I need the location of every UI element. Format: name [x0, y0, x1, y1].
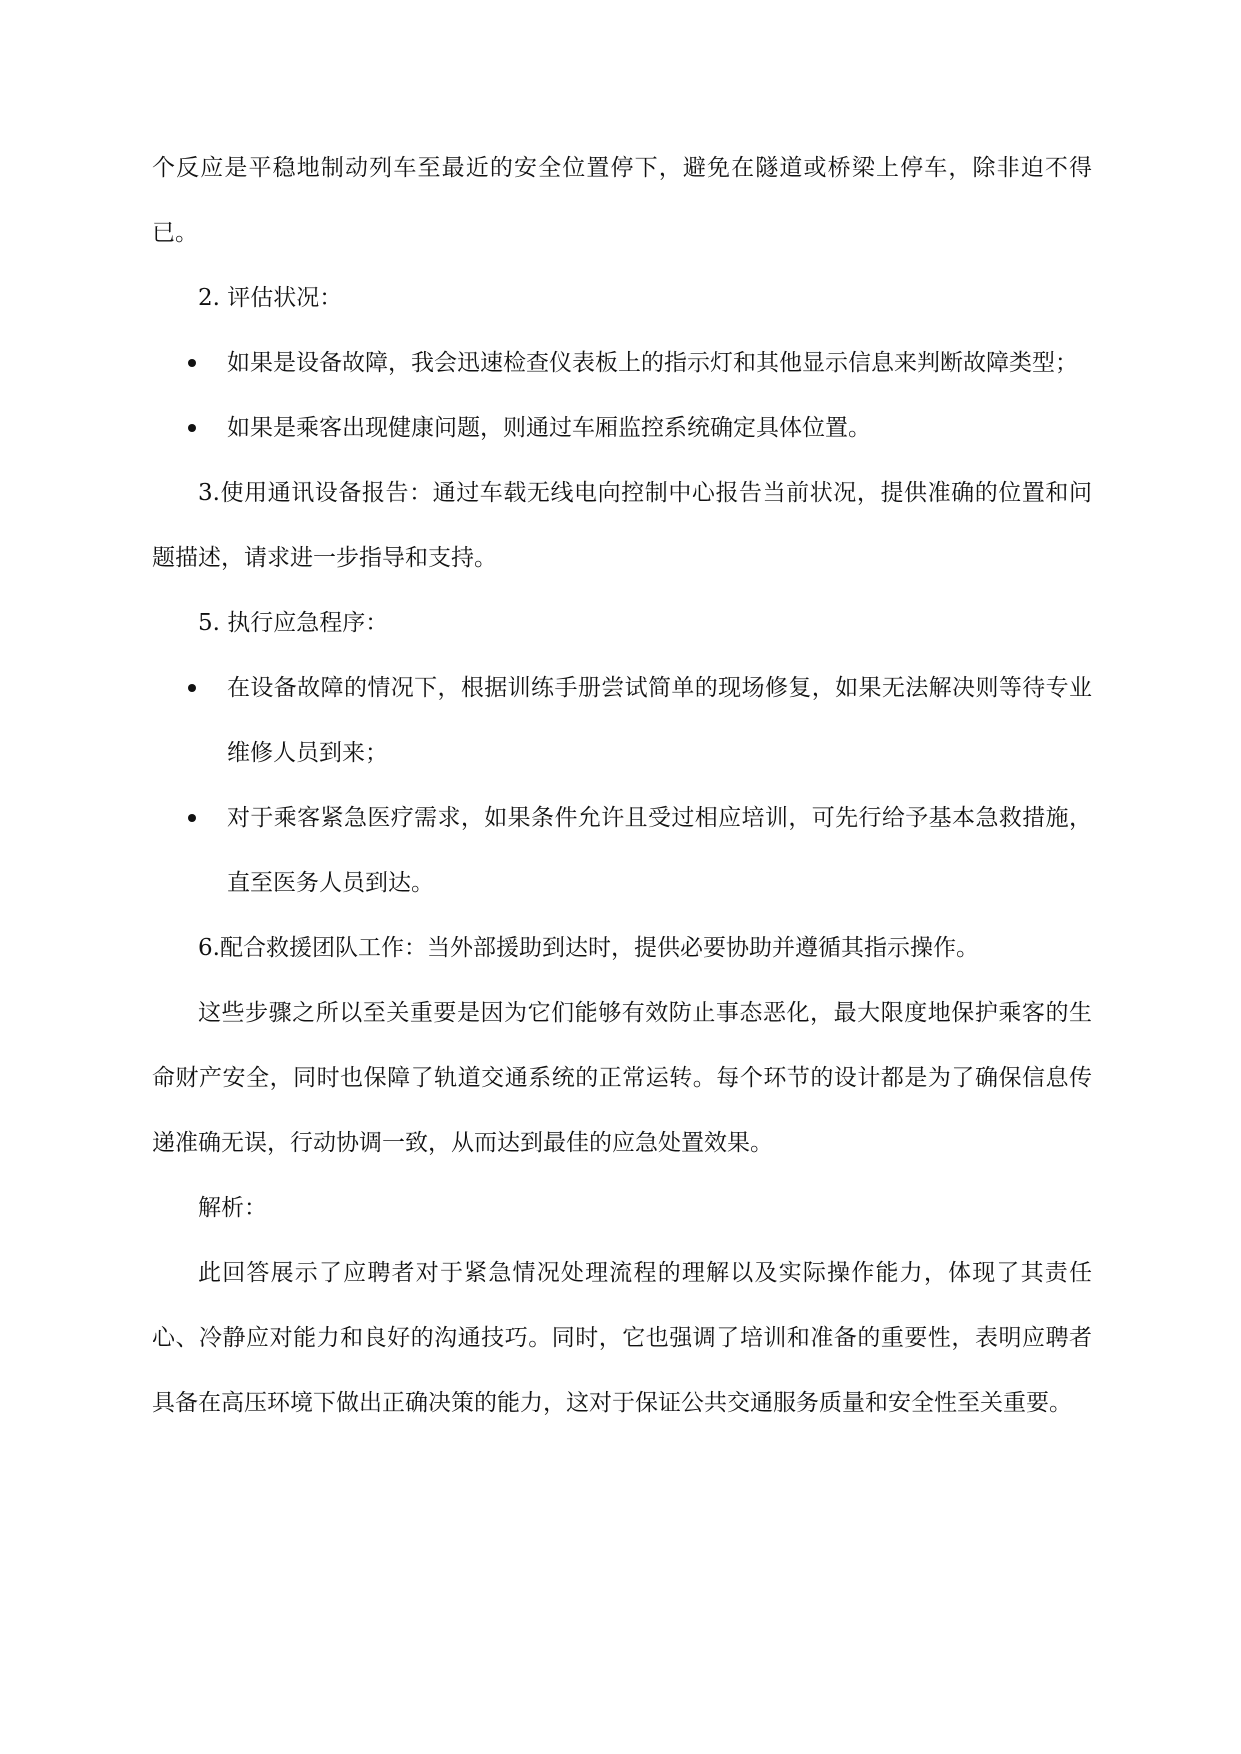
analysis-paragraph: 此回答展示了应聘者对于紧急情况处理流程的理解以及实际操作能力，体现了其责任心、冷静应对能力和良好的沟通技巧。同时，它也强调了培训和准备的重要性，表明应聘者具备在高压环境下做出正确决策的能力，这对于保证公共交通服务质量和安全性至关重要。	[152, 1260, 1092, 1416]
list-item-text: 如果是设备故障，我会迅速检查仪表板上的指示灯和其他显示信息来判断故障类型；	[227, 350, 1078, 376]
bullet-icon	[188, 814, 196, 822]
bullet-icon	[188, 424, 196, 432]
step-3-paragraph: 3.使用通讯设备报告：通过车载无线电向控制中心报告当前状况，提供准确的位置和问题描述，请求进一步指导和支持。	[152, 480, 1092, 571]
list-item-text: 如果是乘客出现健康问题，则通过车厢监控系统确定具体位置。	[227, 415, 871, 441]
list-item-text: 对于乘客紧急医疗需求，如果条件允许且受过相应培训，可先行给予基本急救措施，直至医务人员到达。	[227, 805, 1092, 896]
step-5-heading: 5. 执行应急程序：	[198, 610, 389, 636]
step-6-paragraph: 6.配合救援团队工作：当外部援助到达时，提供必要协助并遵循其指示操作。	[198, 935, 979, 961]
list-item	[152, 331, 1092, 396]
analysis-heading: 解析：	[198, 1195, 267, 1221]
list-item	[152, 656, 1092, 786]
summary-paragraph: 这些步骤之所以至关重要是因为它们能够有效防止事态恶化，最大限度地保护乘客的生命财产安全，同时也保障了轨道交通系统的正常运转。每个环节的设计都是为了确保信息传递准确无误，行动协调一致，从而达到最佳的应急处置效果。	[152, 1000, 1092, 1156]
list-item-text: 在设备故障的情况下，根据训练手册尝试简单的现场修复，如果无法解决则等待专业维修人员到来；	[227, 675, 1092, 766]
document-body	[152, 136, 1092, 1436]
bullet-icon	[188, 359, 196, 367]
list-item	[152, 786, 1092, 916]
list-item	[152, 396, 1092, 461]
bullet-icon	[188, 684, 196, 692]
paragraph-continuation: 个反应是平稳地制动列车至最近的安全位置停下，避免在隧道或桥梁上停车，除非迫不得已。	[152, 155, 1092, 246]
step-2-heading: 2. 评估状况：	[198, 285, 343, 311]
